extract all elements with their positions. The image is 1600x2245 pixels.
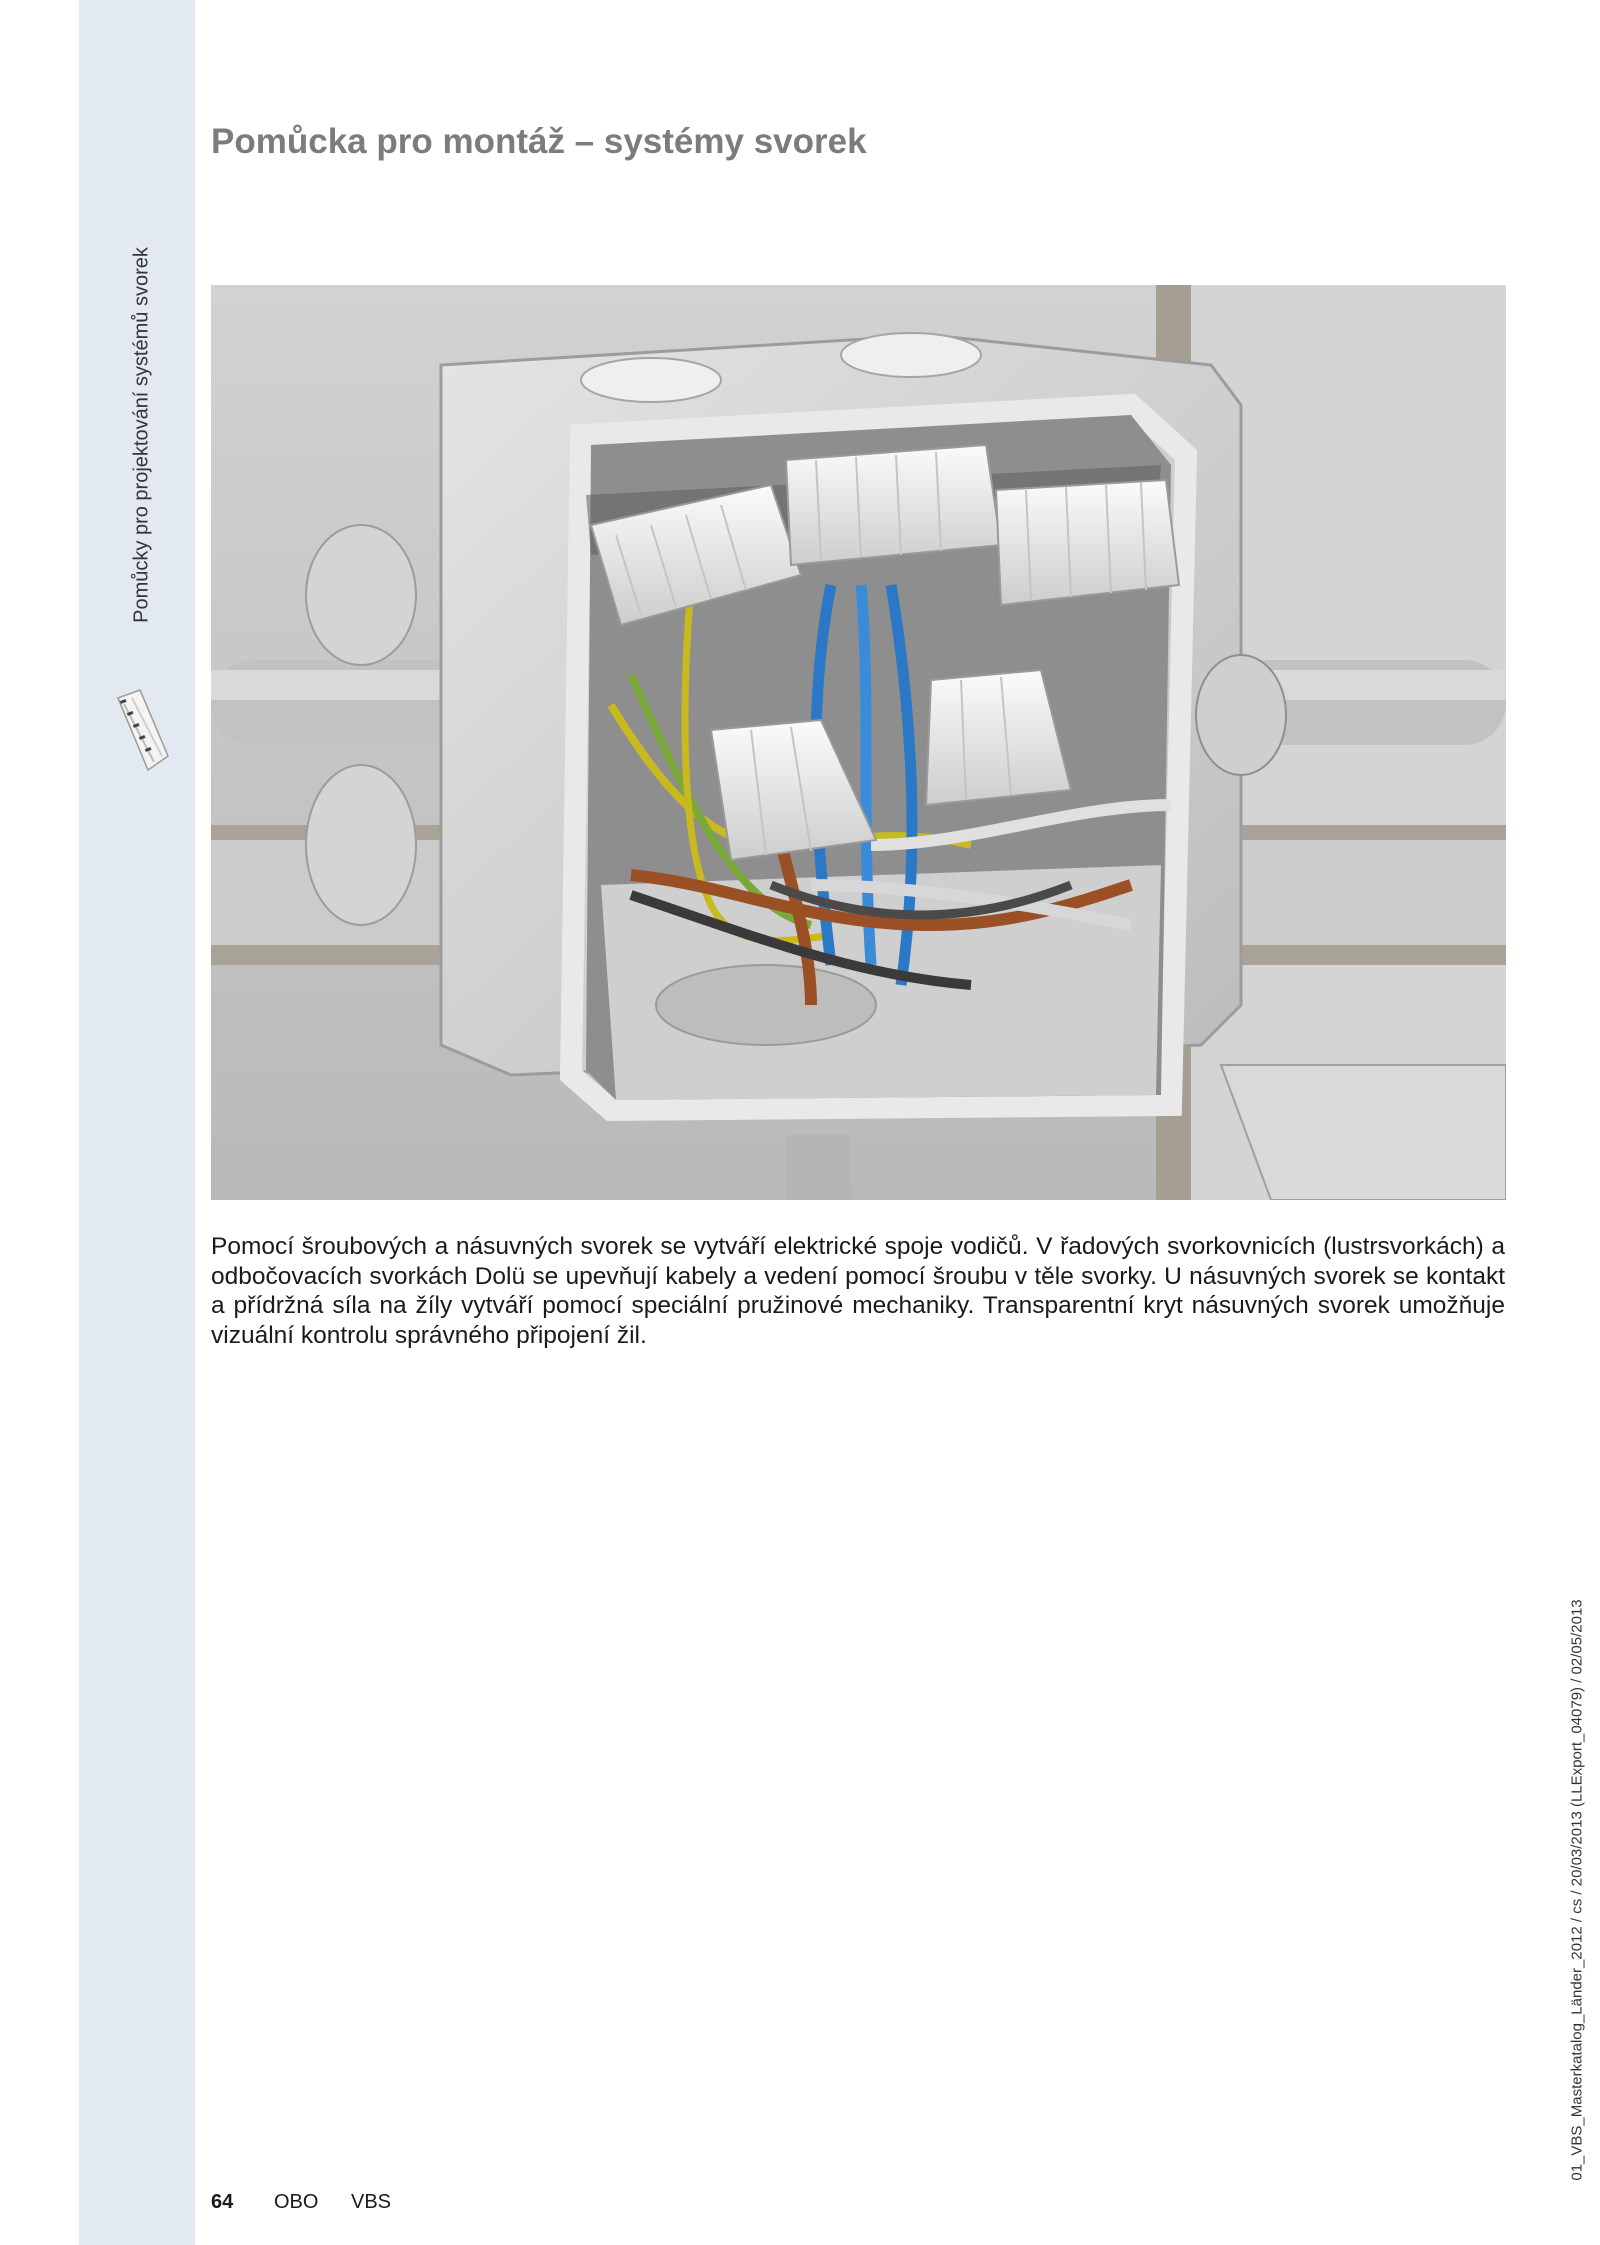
- body-paragraph: Pomocí šroubových a násuvných svorek se vytváří elektrické spoje vodičů. V řadových svorkovnicích (lustrsvorkách) a odbočovacích svorkách Dolü se upevňují kabely a vedení pomocí šroubu v těle svorky. U násuvných svorek se kontakt a přídržná síla na žíly vytváří pomocí speciální pružinové mechaniky. Transparentní kryt násuvných svorek umožňuje vizuální kontrolu správného připojení žil.: [211, 1233, 1505, 1349]
- page-title: Pomůcka pro montáž – systémy svorek: [211, 122, 867, 161]
- edge-document-meta: 01_VBS_Masterkatalog_Länder_2012 / cs / 20/03/2013 (LLExport_04079) / 02/05/2013: [1568, 1599, 1586, 2181]
- footer-product-line: VBS: [351, 2191, 392, 2213]
- terminal-clamp-icon: [110, 686, 174, 778]
- junction-box-photo: [211, 285, 1506, 1200]
- page-number: 64: [211, 2191, 234, 2213]
- footer-brand: OBO: [274, 2191, 319, 2213]
- sidebar-section-label: Pomůcky pro projektování systémů svorek: [130, 247, 153, 623]
